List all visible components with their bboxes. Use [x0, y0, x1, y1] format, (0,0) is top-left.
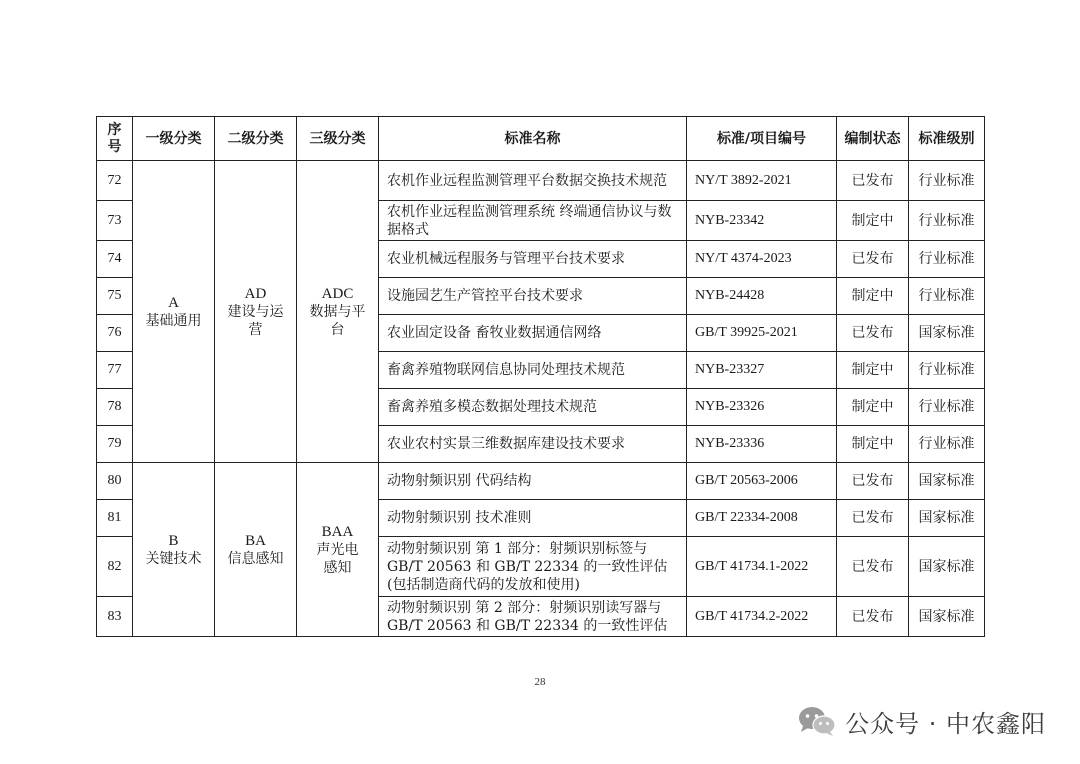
wechat-icon — [797, 705, 837, 737]
row-grade: 国家标准 — [909, 315, 985, 352]
row-code: NY/T 3892-2021 — [687, 161, 837, 201]
level1-name: 关键技术 — [145, 550, 202, 567]
row-status: 已发布 — [837, 463, 909, 500]
header-seq — [97, 117, 133, 161]
row-seq: 74 — [97, 241, 133, 278]
row-name: 动物射频识别 第 2 部分：射频识别读写器与 GB/T 20563 和 GB/T 22334 的一致性评估 — [379, 597, 687, 637]
row-status: 已发布 — [837, 597, 909, 637]
row-name: 畜禽养殖多模态数据处理技术规范 — [379, 389, 687, 426]
level2-code: AD — [244, 285, 267, 302]
row-grade: 行业标准 — [909, 161, 985, 201]
row-grade: 行业标准 — [909, 389, 985, 426]
page-number: 28 — [534, 676, 546, 688]
row-code: NYB-24428 — [687, 278, 837, 315]
row-seq: 77 — [97, 352, 133, 389]
row-status: 已发布 — [837, 241, 909, 278]
row-code: GB/T 20563-2006 — [687, 463, 837, 500]
row-name: 畜禽养殖物联网信息协同处理技术规范 — [379, 352, 687, 389]
level2-name: 建设与运营 — [227, 303, 284, 338]
row-seq: 81 — [97, 500, 133, 537]
row-grade: 行业标准 — [909, 278, 985, 315]
row-code: GB/T 39925-2021 — [687, 315, 837, 352]
row-name: 农机作业远程监测管理平台数据交换技术规范 — [379, 161, 687, 201]
row-seq: 72 — [97, 161, 133, 201]
level3-cell — [297, 161, 379, 463]
level1-name: 基础通用 — [145, 312, 202, 329]
row-grade: 行业标准 — [909, 426, 985, 463]
header-code: 标准/项目编号 — [687, 117, 837, 161]
row-name: 动物射频识别 技术准则 — [379, 500, 687, 537]
row-status: 制定中 — [837, 278, 909, 315]
row-name: 动物射频识别 第 1 部分：射频识别标签与 GB/T 20563 和 GB/T 22334 的一致性评估(包括制造商代码的发放和使用) — [379, 537, 687, 597]
table-row — [97, 463, 985, 500]
level2-name: 信息感知 — [227, 550, 284, 567]
row-seq: 73 — [97, 201, 133, 241]
row-name: 农业农村实景三维数据库建设技术要求 — [379, 426, 687, 463]
level3-code: ADC — [321, 285, 354, 302]
row-status: 制定中 — [837, 352, 909, 389]
row-seq: 76 — [97, 315, 133, 352]
row-status: 制定中 — [837, 389, 909, 426]
row-name: 农业机械远程服务与管理平台技术要求 — [379, 241, 687, 278]
row-grade: 行业标准 — [909, 241, 985, 278]
row-name: 设施园艺生产管控平台技术要求 — [379, 278, 687, 315]
row-grade: 国家标准 — [909, 500, 985, 537]
row-code: NYB-23336 — [687, 426, 837, 463]
level2-cell — [215, 463, 297, 637]
header-level2: 二级分类 — [215, 117, 297, 161]
level3-code: BAA — [321, 523, 354, 540]
header-level3: 三级分类 — [297, 117, 379, 161]
table-row — [97, 161, 985, 201]
row-seq: 83 — [97, 597, 133, 637]
row-code: GB/T 41734.2-2022 — [687, 597, 837, 637]
level2-cell — [215, 161, 297, 463]
row-status: 制定中 — [837, 426, 909, 463]
row-seq: 79 — [97, 426, 133, 463]
watermark-text: 公众号 · 中农鑫阳 — [845, 709, 1046, 738]
row-grade: 国家标准 — [909, 463, 985, 500]
row-status: 已发布 — [837, 315, 909, 352]
row-status: 已发布 — [837, 500, 909, 537]
header-row — [97, 117, 985, 161]
header-name: 标准名称 — [379, 117, 687, 161]
row-seq: 82 — [97, 537, 133, 597]
header-level1: 一级分类 — [133, 117, 215, 161]
row-code: GB/T 41734.1-2022 — [687, 537, 837, 597]
standards-table — [96, 116, 985, 637]
row-code: NY/T 4374-2023 — [687, 241, 837, 278]
row-code: NYB-23327 — [687, 352, 837, 389]
level1-code: A — [168, 294, 179, 311]
level3-cell — [297, 463, 379, 637]
level3-name: 声光电感知 — [316, 541, 359, 576]
row-grade: 国家标准 — [909, 537, 985, 597]
row-code: GB/T 22334-2008 — [687, 500, 837, 537]
row-code: NYB-23326 — [687, 389, 837, 426]
row-seq: 78 — [97, 389, 133, 426]
row-name: 动物射频识别 代码结构 — [379, 463, 687, 500]
row-status: 已发布 — [837, 537, 909, 597]
row-seq: 80 — [97, 463, 133, 500]
level3-name: 数据与平台 — [309, 303, 366, 338]
level1-cell — [133, 161, 215, 463]
row-code: NYB-23342 — [687, 201, 837, 241]
row-name: 农机作业远程监测管理系统 终端通信协议与数据格式 — [379, 201, 687, 241]
level2-code: BA — [245, 532, 266, 549]
header-grade: 标准级别 — [909, 117, 985, 161]
row-seq: 75 — [97, 278, 133, 315]
level1-cell — [133, 463, 215, 637]
row-status: 制定中 — [837, 201, 909, 241]
row-grade: 行业标准 — [909, 201, 985, 241]
row-grade: 国家标准 — [909, 597, 985, 637]
header-status: 编制状态 — [837, 117, 909, 161]
row-grade: 行业标准 — [909, 352, 985, 389]
level1-code: B — [168, 532, 179, 549]
watermark — [797, 703, 1046, 739]
header-seq-char-1: 序 — [107, 121, 122, 138]
row-name: 农业固定设备 畜牧业数据通信网络 — [379, 315, 687, 352]
row-status: 已发布 — [837, 161, 909, 201]
header-seq-char-2: 号 — [107, 138, 122, 155]
